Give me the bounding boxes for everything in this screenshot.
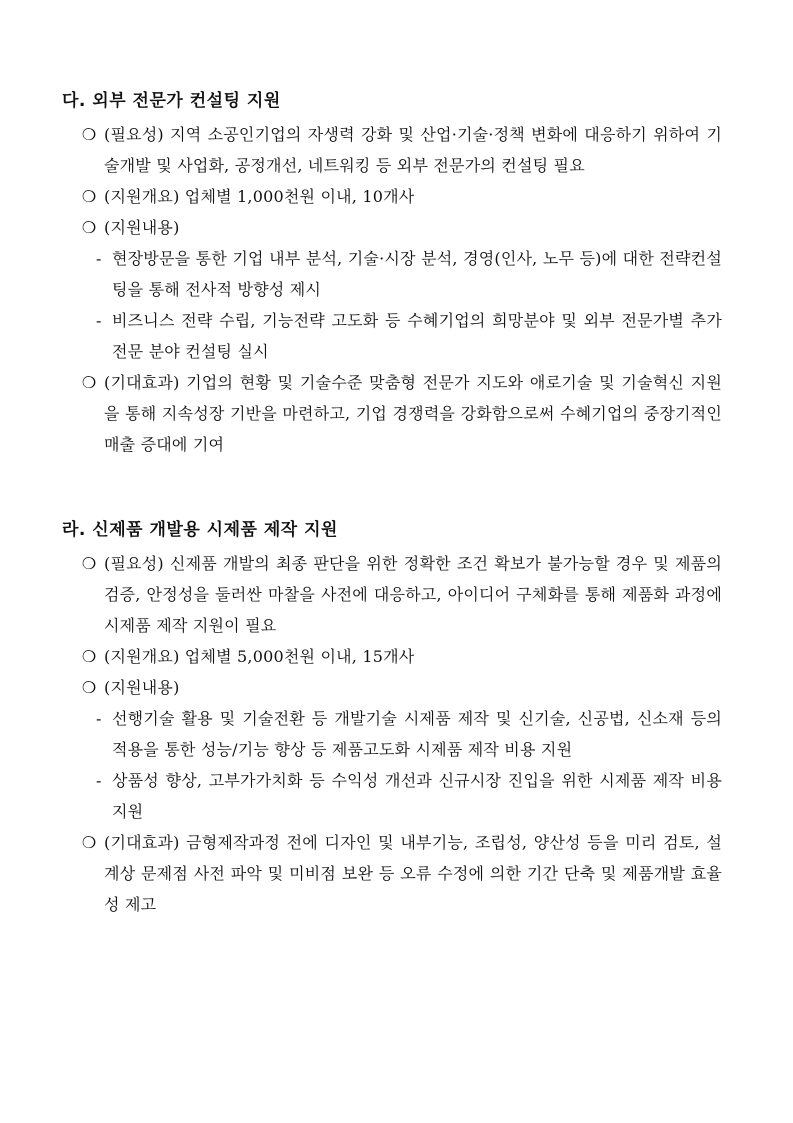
circle-bullet-icon: ❍ [81, 187, 97, 206]
item-text: 선행기술 활용 및 기술전환 등 개발기술 시제품 제작 및 신기술, 신공법, 신소재 등의 적용을 통한 성능/기능 향상 등 제품고도화 시제품 제작 비용 지원 [112, 709, 722, 759]
list-item [62, 672, 722, 703]
section-prototype-support [62, 518, 722, 920]
section-heading: 다. 외부 전문가 컨설팅 지원 [62, 91, 281, 111]
list-item [62, 548, 722, 641]
item-text: (필요성) 지역 소공인기업의 자생력 강화 및 산업·기술·정책 변화에 대응하기 위하여 기술개발 및 사업화, 공정개선, 네트워킹 등 외부 전문가의 컨설팅 필요 [104, 125, 722, 175]
list-item [62, 181, 722, 212]
dash-marker: - [96, 771, 102, 790]
list-item [62, 827, 722, 920]
list-item [62, 119, 722, 181]
circle-bullet-icon: ❍ [81, 554, 97, 573]
item-text: 비즈니스 전략 수립, 기능전략 고도화 등 수혜기업의 희망분야 및 외부 전문가별 추가 전문 분야 컨설팅 실시 [112, 311, 722, 361]
sub-list-item [62, 243, 722, 305]
list-item [62, 641, 722, 672]
circle-bullet-icon: ❍ [81, 833, 97, 852]
item-text: (지원내용) [104, 218, 180, 237]
dash-marker: - [96, 311, 102, 330]
circle-bullet-icon: ❍ [81, 678, 97, 697]
item-text: 현장방문을 통한 기업 내부 분석, 기술·시장 분석, 경영(인사, 노무 등)에 대한 전략컨설팅을 통해 전사적 방향성 제시 [112, 249, 722, 299]
section-external-consulting [62, 89, 722, 460]
item-text: (지원내용) [104, 678, 180, 697]
circle-bullet-icon: ❍ [81, 373, 97, 392]
dash-marker: - [96, 709, 102, 728]
item-text: 상품성 향상, 고부가가치화 등 수익성 개선과 신규시장 진입을 위한 시제품 제작 비용 지원 [112, 771, 722, 821]
circle-bullet-icon: ❍ [81, 125, 97, 144]
section-heading: 라. 신제품 개발용 시제품 제작 지원 [62, 520, 338, 540]
list-item [62, 212, 722, 243]
item-text: (지원개요) 업체별 5,000천원 이내, 15개사 [104, 647, 415, 666]
sub-list-item [62, 703, 722, 765]
sub-list-item [62, 765, 722, 827]
item-text: (지원개요) 업체별 1,000천원 이내, 10개사 [104, 187, 415, 206]
item-text: (기대효과) 금형제작과정 전에 디자인 및 내부기능, 조립성, 양산성 등을 미리 검토, 설계상 문제점 사전 파악 및 미비점 보완 등 오류 수정에 의한 기간 단축 및 제품개발 효율성 제고 [104, 833, 722, 914]
item-text: (필요성) 신제품 개발의 최종 판단을 위한 정확한 조건 확보가 불가능할 경우 및 제품의 검증, 안정성을 둘러싼 마찰을 사전에 대응하고, 아이디어 구체화를 통해 제품화 과정에 시제품 제작 지원이 필요 [104, 554, 722, 635]
circle-bullet-icon: ❍ [81, 218, 97, 237]
item-text: (기대효과) 기업의 현황 및 기술수준 맞춤형 전문가 지도와 애로기술 및 기술혁신 지원을 통해 지속성장 기반을 마련하고, 기업 경쟁력을 강화함으로써 수혜기업의 중장기적인 매출 증대에 기여 [104, 373, 722, 454]
circle-bullet-icon: ❍ [81, 647, 97, 666]
list-item [62, 367, 722, 460]
sub-list-item [62, 305, 722, 367]
dash-marker: - [96, 249, 102, 268]
